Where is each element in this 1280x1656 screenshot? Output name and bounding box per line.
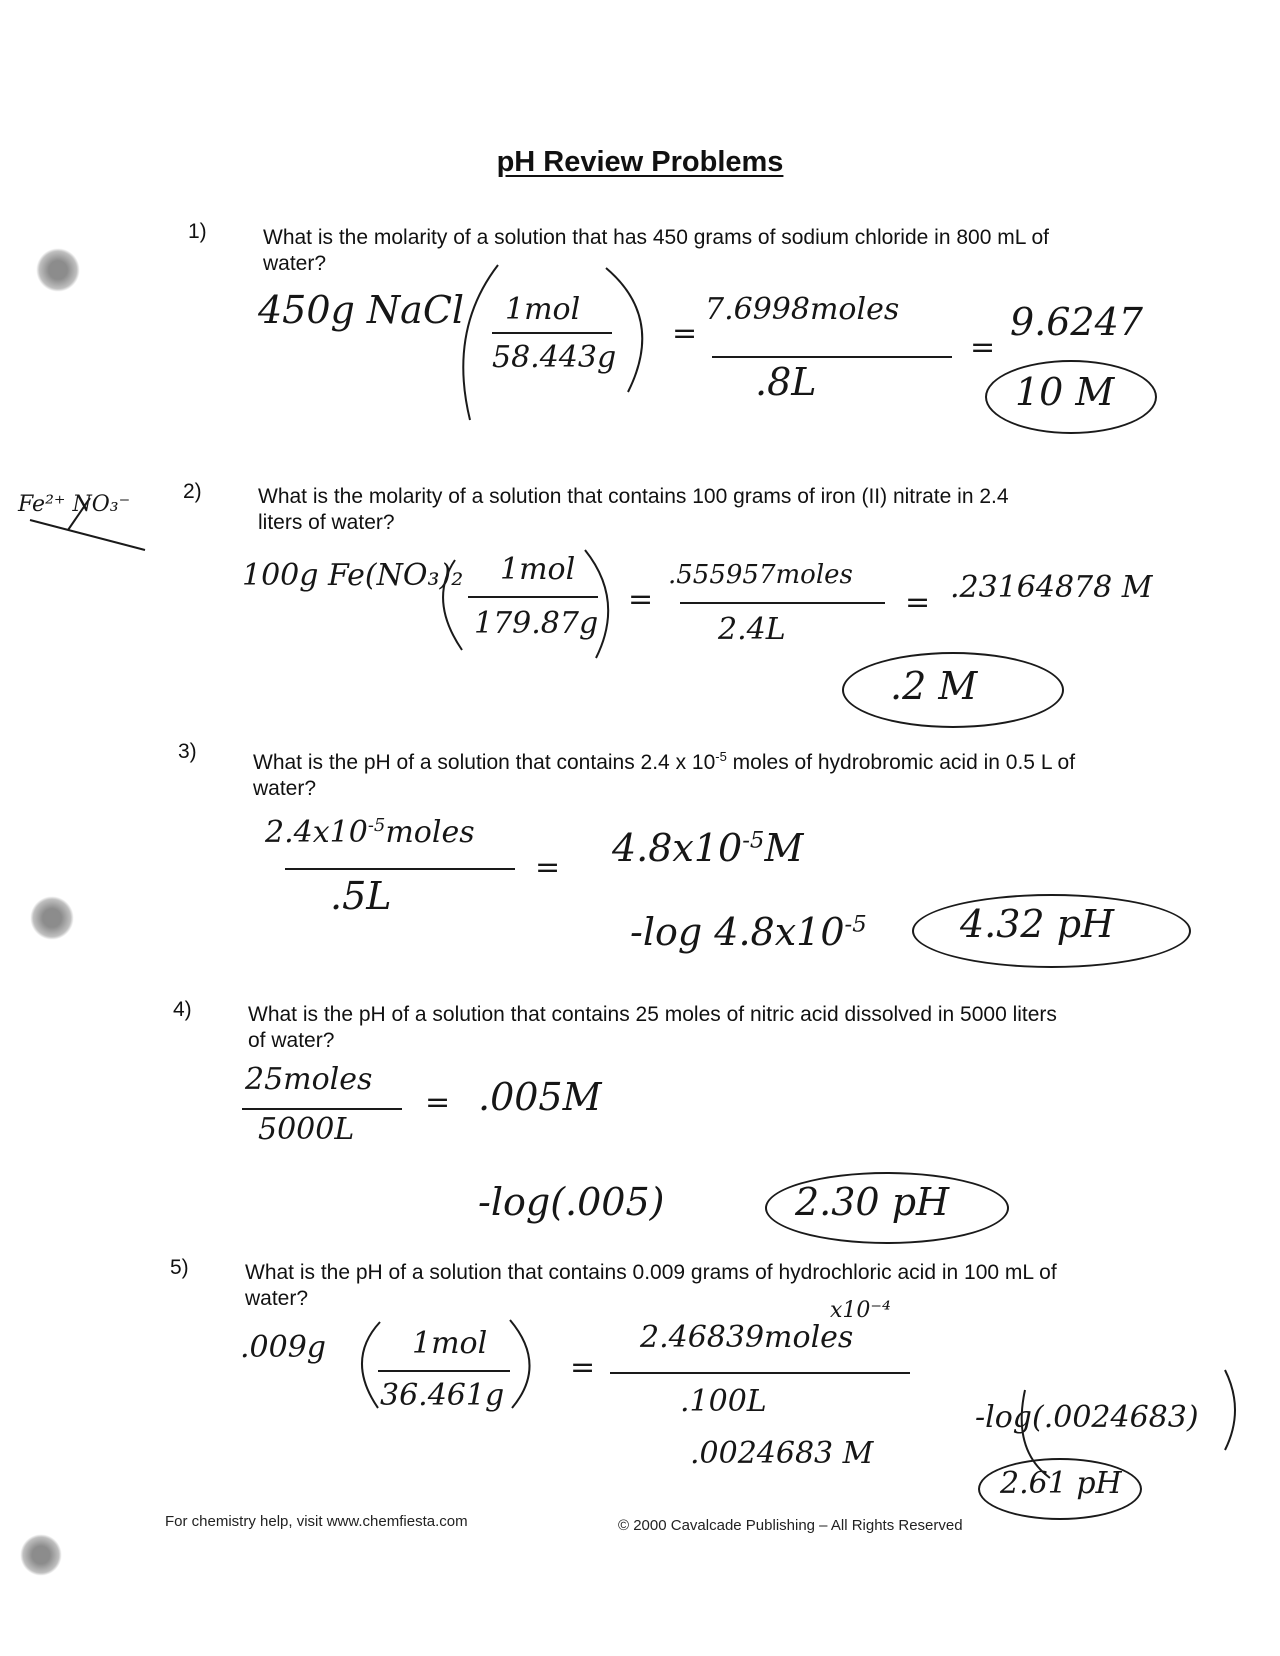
hw-volume: .100L <box>680 1384 767 1419</box>
question-exponent: -5 <box>715 749 727 764</box>
hw-answer: 4.32 pH <box>960 902 1115 946</box>
hw-equals: = <box>570 1350 596 1385</box>
footer-right: © 2000 Cavalcade Publishing – All Rights Reserved <box>618 1517 963 1534</box>
fraction-line <box>610 1372 910 1374</box>
hw-answer: .2 M <box>890 664 978 708</box>
hw-frac-den: 36.461g <box>380 1378 505 1413</box>
hw-margin-note: Fe²⁺ NO₃⁻ <box>18 492 131 517</box>
hw-equals: = <box>970 330 996 365</box>
fraction-line <box>468 596 598 598</box>
hw-log: -log(.0024683) <box>975 1400 1199 1435</box>
problem-number: 1) <box>188 220 207 243</box>
hw-moles: 25moles <box>245 1062 373 1097</box>
hw-part: M <box>764 826 804 870</box>
hw-volume: .5L <box>330 874 392 918</box>
fraction-line <box>712 356 952 358</box>
hw-moles: 2.46839moles <box>640 1320 854 1355</box>
problem-question: What is the molarity of a solution that contains 100 grams of iron (II) nitrate in 2.4 liters of water? <box>258 485 1009 534</box>
hw-part: 4.8x10 <box>612 826 743 870</box>
hw-exponent: -5 <box>844 911 867 938</box>
fraction-line <box>242 1108 402 1110</box>
question-text: What is the pH of a solution that contains 2.4 x 10 <box>253 751 716 774</box>
hw-moles: 7.6998moles <box>705 292 900 327</box>
hw-part: moles <box>385 815 475 850</box>
hw-equals: = <box>672 316 698 351</box>
hw-moles: .555957moles <box>668 560 853 590</box>
hw-frac-num: 1mol <box>505 292 581 327</box>
hw-conc: .0024683 M <box>690 1436 874 1471</box>
page-title: pH Review Problems <box>496 146 784 178</box>
problem-question: What is the molarity of a solution that has 450 grams of sodium chloride in 800 mL of water? <box>263 226 1049 275</box>
question-text: moles of hydrobromic acid in 0.5 L of water? <box>253 751 1076 800</box>
hw-given: 450g NaCl <box>258 288 465 332</box>
hw-answer: 10 M <box>1015 370 1115 414</box>
scan-speck <box>30 896 74 940</box>
fraction-line <box>285 868 515 870</box>
scan-speck <box>36 248 80 292</box>
problem-question <box>253 744 1083 802</box>
hw-part: -log 4.8x10 <box>630 910 845 954</box>
problem-number: 4) <box>173 998 192 1021</box>
problem-question: What is the pH of a solution that contains 25 moles of nitric acid dissolved in 5000 liters of water? <box>248 1003 1057 1052</box>
hw-frac-den: 179.87g <box>474 606 599 641</box>
footer-left: For chemistry help, visit www.chemfiesta.com <box>165 1513 468 1530</box>
hw-answer: 2.30 pH <box>795 1180 950 1224</box>
fraction-line <box>680 602 885 604</box>
hw-frac-num: 1mol <box>500 552 576 587</box>
hw-conc <box>612 826 803 870</box>
hw-part: 2.4x10 <box>265 815 368 850</box>
problem-number: 5) <box>170 1256 189 1279</box>
hw-answer: 2.61 pH <box>1000 1466 1122 1501</box>
hw-conc: .005M <box>478 1075 602 1119</box>
hw-exp-note: x10⁻⁴ <box>830 1298 891 1323</box>
hw-equals: = <box>905 585 931 620</box>
hw-result: 9.6247 <box>1010 300 1143 344</box>
hw-frac-num: 1mol <box>412 1326 488 1361</box>
hw-volume: .8L <box>755 360 817 404</box>
hw-result: .23164878 M <box>950 570 1153 605</box>
fraction-line <box>378 1370 510 1372</box>
hw-given: .009g <box>240 1330 327 1365</box>
hw-volume: 2.4L <box>718 612 786 647</box>
hw-exponent: -5 <box>367 815 386 836</box>
hw-equals: = <box>628 582 654 617</box>
scan-speck <box>20 1534 62 1576</box>
hw-given: 100g Fe(NO₃)₂ <box>242 558 464 593</box>
fraction-line <box>492 332 612 334</box>
problem-question: What is the pH of a solution that contains 0.009 grams of hydrochloric acid in 100 mL of water? <box>245 1261 1057 1310</box>
problem-number: 3) <box>178 740 197 763</box>
hw-equals: = <box>535 850 561 885</box>
hw-equals: = <box>425 1085 451 1120</box>
hw-log: -log(.005) <box>478 1180 665 1224</box>
hw-volume: 5000L <box>258 1112 355 1147</box>
hw-exponent: -5 <box>742 827 765 854</box>
hw-moles <box>265 815 475 850</box>
problem-number: 2) <box>183 480 202 503</box>
hw-frac-den: 58.443g <box>492 340 617 375</box>
hw-log <box>630 910 867 954</box>
